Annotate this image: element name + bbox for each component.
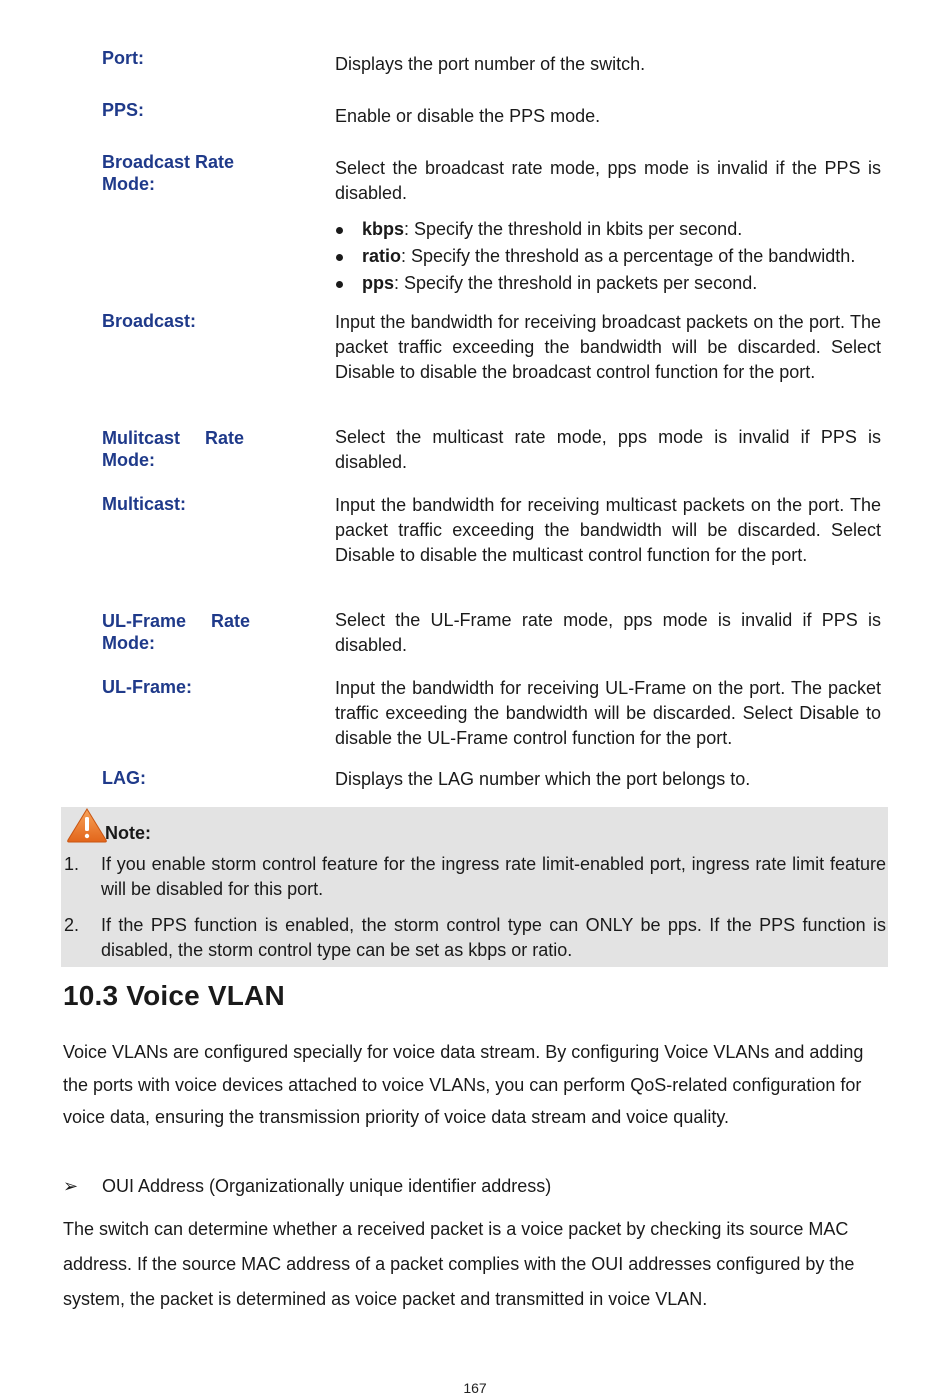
- def-desc: Displays the port number of the switch.: [335, 54, 646, 74]
- term-word: Mode:: [102, 633, 155, 653]
- note-item: [61, 913, 886, 963]
- def-term: [102, 427, 244, 471]
- note-list: [61, 852, 886, 974]
- section-paragraph: The switch can determine whether a received packet is a voice packet by checking its source MAC address. If the source MAC address of a packet complies with the OUI addresses configured by the system, the packet is determined as voice packet and transmitted in voice VLAN.: [63, 1219, 855, 1309]
- term-word: Mode:: [102, 450, 155, 470]
- def-desc: [335, 156, 881, 297]
- option-key: ratio: [362, 246, 402, 266]
- def-desc: Displays the LAG number which the port belongs to.: [335, 769, 751, 789]
- def-desc: Enable or disable the PPS mode.: [335, 106, 601, 126]
- note-title: Note:: [105, 823, 151, 843]
- def-term: Multicast:: [102, 494, 187, 514]
- term-word: Rate: [210, 611, 250, 631]
- term-word: Rate: [204, 428, 244, 448]
- def-term: [102, 610, 250, 654]
- note-number: 1.: [64, 854, 80, 874]
- def-term: Broadcast:: [102, 311, 197, 331]
- note-text: If you enable storm control feature for the ingress rate limit-enabled port, ingress rate limit feature will be disabled for this port.: [101, 854, 886, 899]
- def-desc: Input the bandwidth for receiving multicast packets on the port. The packet traffic exceeding the bandwidth will be discarded. Select Disable to disable the multicast control function for the port.: [335, 495, 881, 565]
- note-item: [61, 852, 886, 902]
- section-paragraph: Voice VLANs are configured specially for voice data stream. By configuring Voice VLANs and adding the ports with voice devices attached to voice VLANs, you can perform QoS-related configuration for voice data, ensuring the transmission priority of voice data stream and voice quality.: [63, 1042, 864, 1127]
- rate-mode-options: [335, 216, 881, 297]
- def-term: Broadcast Rate Mode:: [102, 152, 235, 194]
- option-text: : Specify the threshold as a percentage of the bandwidth.: [401, 246, 856, 266]
- note-box: [61, 807, 888, 967]
- def-desc: Select the UL-Frame rate mode, pps mode is invalid if PPS is disabled.: [335, 610, 881, 655]
- arrow-item-text: OUI Address (Organizationally unique identifier address): [102, 1176, 552, 1196]
- section-heading: 10.3 Voice VLAN: [63, 980, 285, 1011]
- option-key: kbps: [362, 219, 405, 239]
- list-item: [335, 243, 881, 270]
- def-desc: Input the bandwidth for receiving UL-Frame on the port. The packet traffic exceeding the bandwidth will be discarded. Select Disable to disable the UL-Frame control function for the port.: [335, 678, 881, 748]
- option-text: : Specify the threshold in packets per second.: [394, 273, 758, 293]
- list-item: [335, 270, 881, 297]
- def-desc: Select the multicast rate mode, pps mode is invalid if PPS is disabled.: [335, 427, 881, 472]
- def-desc: Input the bandwidth for receiving broadcast packets on the port. The packet traffic exceeding the bandwidth will be discarded. Select Disable to disable the broadcast control function for the port.: [335, 312, 881, 382]
- option-text: : Specify the threshold in kbits per second.: [404, 219, 743, 239]
- list-item: [335, 216, 881, 243]
- page-number: 167: [463, 1380, 487, 1396]
- warning-triangle-icon: [66, 807, 108, 843]
- note-text: If the PPS function is enabled, the storm control type can ONLY be pps. If the PPS function is disabled, the storm control type can be set as kbps or ratio.: [101, 915, 886, 960]
- arrow-bullet-icon: ➢: [63, 1176, 79, 1196]
- option-key: pps: [362, 273, 395, 293]
- term-word: Mulitcast: [102, 428, 181, 448]
- term-word: UL-Frame: [102, 611, 187, 631]
- note-number: 2.: [64, 915, 80, 935]
- def-term: Port:: [102, 48, 144, 68]
- def-term: LAG:: [102, 768, 146, 788]
- def-term: PPS:: [102, 100, 145, 120]
- def-term: UL-Frame:: [102, 677, 193, 697]
- def-desc-text: Select the broadcast rate mode, pps mode is invalid if the PPS is disabled.: [335, 158, 881, 203]
